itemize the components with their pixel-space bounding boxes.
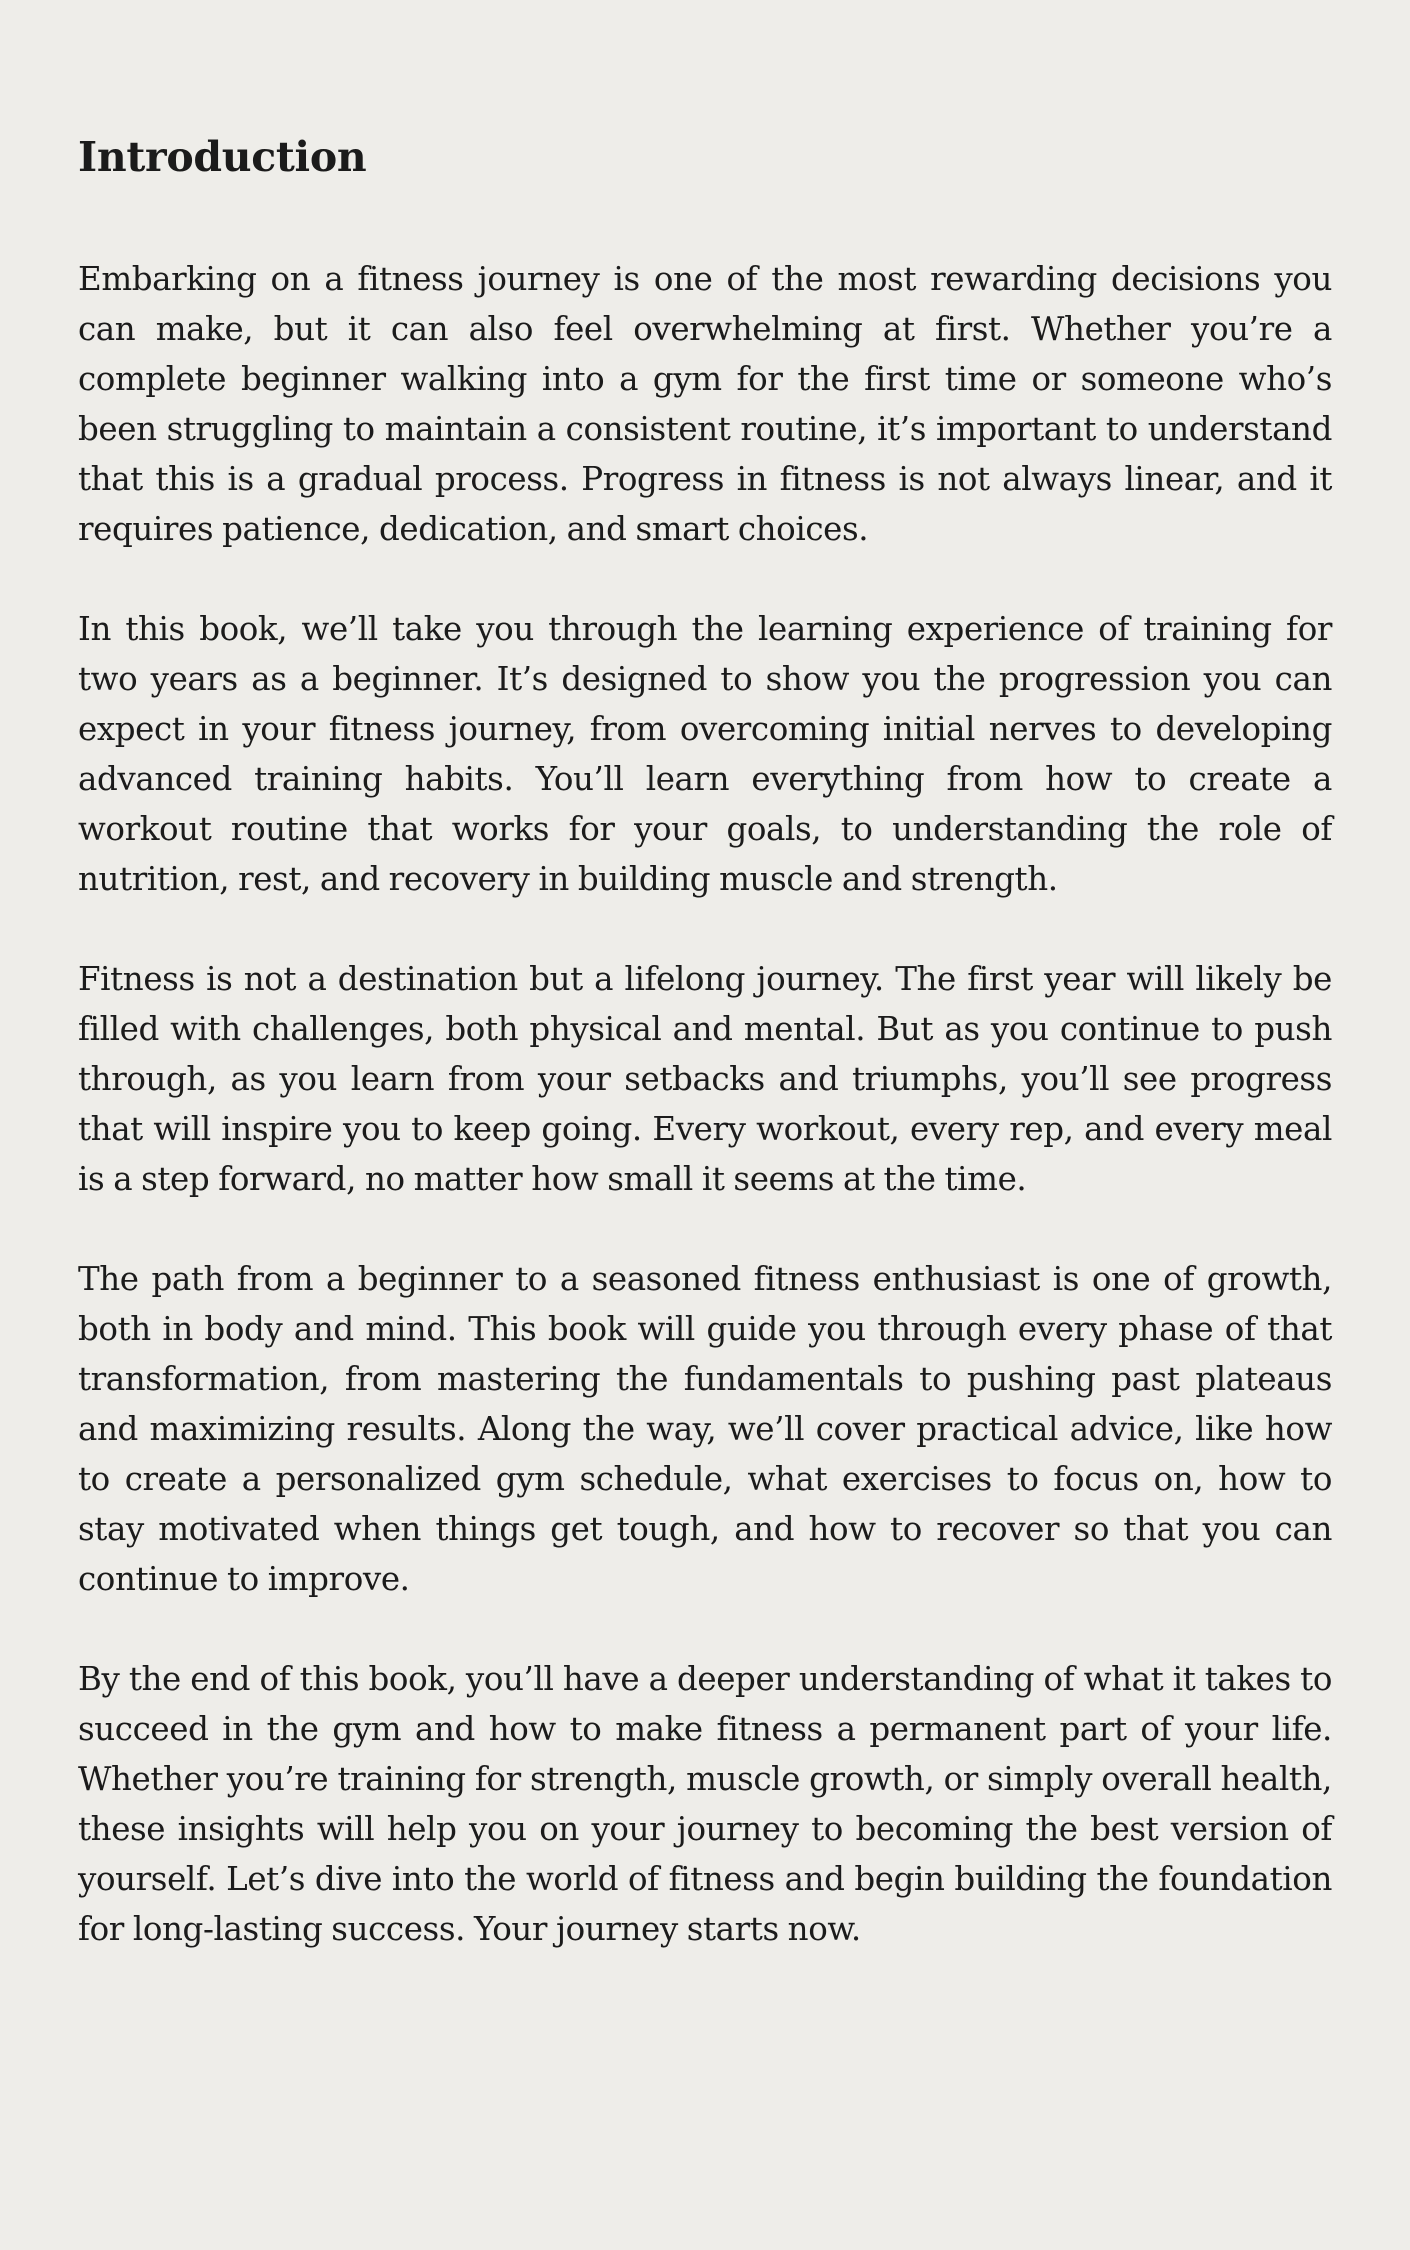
chapter-title: Introduction [78, 133, 367, 181]
paragraph: Embarking on a fitness journey is one of the most rewarding decisions you can make, but it can also feel overwhelming at first. Whether you’re a complete beginner walking into a gym for the first time or someone who’s been struggling to maintain a consistent routine, it’s important to understand that this is a gradual process. Progress in fitness is not always linear, and it requires patience, dedication, and smart choices. [78, 260, 1332, 548]
paragraph: By the end of this book, you’ll have a deeper understanding of what it takes to succeed in the gym and how to make fitness a permanent part of your life. Whether you’re training for strength, muscle growth, or simply overall health, these insights will help you on your journey to becoming the best version of yourself. Let’s dive into the world of fitness and begin building the foundation for long-lasting success. Your journey starts now. [78, 1660, 1332, 1948]
book-page [78, 132, 1332, 2004]
paragraph: The path from a beginner to a seasoned fitness enthusiast is one of growth, both in body and mind. This book will guide you through every phase of that transformation, from mastering the fundamentals to pushing past plateaus and maximizing results. Along the way, we’ll cover practical advice, like how to create a personalized gym schedule, what exercises to focus on, how to stay motivated when things get tough, and how to recover so that you can continue to improve. [78, 1260, 1332, 1598]
paragraph: Fitness is not a destination but a lifelong journey. The first year will likely be filled with challenges, both physical and mental. But as you continue to push through, as you learn from your setbacks and triumphs, you’ll see progress that will inspire you to keep going. Every workout, every rep, and every meal is a step forward, no matter how small it seems at the time. [78, 960, 1332, 1198]
paragraph: In this book, we’ll take you through the learning experience of training for two years as a beginner. It’s designed to show you the progression you can expect in your fitness journey, from overcoming initial nerves to developing advanced training habits. You’ll learn everything from how to create a workout routine that works for your goals, to understanding the role of nutrition, rest, and recovery in building muscle and strength. [78, 610, 1332, 898]
